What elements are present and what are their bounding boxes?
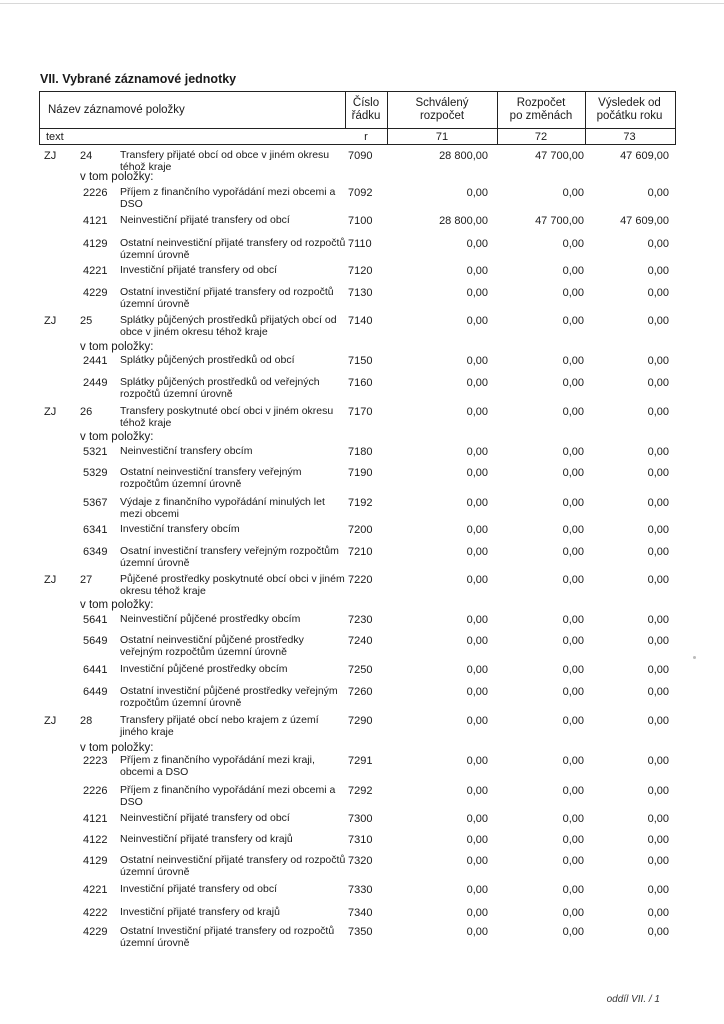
row-cislo: 7250 xyxy=(348,664,373,676)
row-cislo: 7240 xyxy=(348,635,373,647)
row-name: Transfery přijaté obcí nebo krajem z území jiného kraje xyxy=(120,714,319,738)
row-value-73: 0,00 xyxy=(647,907,669,919)
row-value-71: 0,00 xyxy=(466,574,488,586)
header-vysledek: Výsledek od počátku roku xyxy=(596,97,663,122)
row-cislo: 7292 xyxy=(348,785,373,797)
row-code: 5641 xyxy=(83,614,108,626)
row-code: 4229 xyxy=(83,926,108,938)
row-code: 2441 xyxy=(83,355,108,367)
row-value-73: 47 609,00 xyxy=(620,215,669,227)
row-cislo: 7100 xyxy=(348,215,373,227)
row-name: Neinvestiční půjčené prostředky obcím xyxy=(120,613,301,625)
row-code: 6441 xyxy=(83,664,108,676)
row-value-73: 0,00 xyxy=(647,467,669,479)
row-cislo: 7160 xyxy=(348,377,373,389)
row-value-72: 0,00 xyxy=(562,377,584,389)
vtom-label: v tom položky: xyxy=(80,341,154,353)
row-value-71: 0,00 xyxy=(466,785,488,797)
row-value-72: 0,00 xyxy=(562,287,584,299)
row-value-73: 0,00 xyxy=(647,686,669,698)
row-value-71: 0,00 xyxy=(466,467,488,479)
row-value-72: 0,00 xyxy=(562,635,584,647)
row-code: 24 xyxy=(80,150,93,162)
row-code: 25 xyxy=(80,315,93,327)
header-sub-73: 73 xyxy=(623,131,636,143)
zj-marker: ZJ xyxy=(44,406,57,418)
row-name: Splátky půjčených prostředků od obcí xyxy=(120,354,295,366)
row-cislo: 7190 xyxy=(348,467,373,479)
page-footer: oddíl VII. / 1 xyxy=(606,994,660,1005)
row-value-72: 0,00 xyxy=(562,785,584,797)
row-cislo: 7170 xyxy=(348,406,373,418)
row-cislo: 7180 xyxy=(348,446,373,458)
row-code: 2226 xyxy=(83,187,108,199)
row-cislo: 7210 xyxy=(348,546,373,558)
row-value-71: 0,00 xyxy=(466,907,488,919)
row-name: Příjem z finančního vypořádání mezi obcemi a DSO xyxy=(120,784,336,808)
vtom-label: v tom položky: xyxy=(80,742,154,754)
row-value-71: 0,00 xyxy=(466,446,488,458)
section-title: VII. Vybrané záznamové jednotky xyxy=(40,72,237,86)
row-code: 4122 xyxy=(83,834,108,846)
row-value-71: 28 800,00 xyxy=(439,215,488,227)
row-value-72: 0,00 xyxy=(562,574,584,586)
row-value-73: 0,00 xyxy=(647,855,669,867)
row-code: 28 xyxy=(80,715,93,727)
row-cislo: 7200 xyxy=(348,524,373,536)
row-value-72: 0,00 xyxy=(562,686,584,698)
row-cislo: 7310 xyxy=(348,834,373,846)
table-header xyxy=(39,91,676,145)
row-value-71: 0,00 xyxy=(466,355,488,367)
header-sub-text: text xyxy=(46,131,64,143)
row-code: 4121 xyxy=(83,215,108,227)
row-value-71: 0,00 xyxy=(466,664,488,676)
row-code: 5367 xyxy=(83,497,108,509)
row-value-73: 0,00 xyxy=(647,355,669,367)
row-value-72: 0,00 xyxy=(562,855,584,867)
row-value-73: 0,00 xyxy=(647,287,669,299)
row-code: 4229 xyxy=(83,287,108,299)
header-zmeny: Rozpočet po změnách xyxy=(509,97,573,122)
row-value-72: 0,00 xyxy=(562,926,584,938)
row-value-71: 28 800,00 xyxy=(439,150,488,162)
row-value-71: 0,00 xyxy=(466,813,488,825)
row-value-73: 0,00 xyxy=(647,755,669,767)
row-value-73: 0,00 xyxy=(647,406,669,418)
row-value-73: 0,00 xyxy=(647,497,669,509)
row-name: Osatní investiční transfery veřejným rozpočtům územní úrovně xyxy=(120,545,339,569)
row-value-71: 0,00 xyxy=(466,377,488,389)
row-code: 4221 xyxy=(83,884,108,896)
row-name: Investiční půjčené prostředky obcím xyxy=(120,663,288,675)
header-sub-72: 72 xyxy=(534,131,548,143)
row-value-71: 0,00 xyxy=(466,238,488,250)
row-value-71: 0,00 xyxy=(466,926,488,938)
row-value-73: 0,00 xyxy=(647,546,669,558)
row-cislo: 7340 xyxy=(348,907,373,919)
row-name: Ostatní neinvestiční transfery veřejným rozpočtům územní úrovně xyxy=(120,466,302,490)
row-value-72: 0,00 xyxy=(562,755,584,767)
row-value-73: 0,00 xyxy=(647,785,669,797)
row-value-72: 0,00 xyxy=(562,524,584,536)
row-cislo: 7291 xyxy=(348,755,373,767)
zj-marker: ZJ xyxy=(44,315,57,327)
row-value-71: 0,00 xyxy=(466,884,488,896)
row-value-73: 0,00 xyxy=(647,524,669,536)
row-value-73: 0,00 xyxy=(647,238,669,250)
row-name: Ostatní neinvestiční přijaté transfery od rozpočtů územní úrovně xyxy=(120,237,346,261)
row-value-72: 0,00 xyxy=(562,238,584,250)
row-value-71: 0,00 xyxy=(466,635,488,647)
row-name: Splátky půjčených prostředků od veřejných rozpočtů územní úrovně xyxy=(120,376,320,400)
row-code: 4222 xyxy=(83,907,108,919)
row-name: Ostatní neinvestiční přijaté transfery od rozpočtů územní úrovně xyxy=(120,854,346,878)
row-name: Neinvestiční přijaté transfery od obcí xyxy=(120,214,290,226)
row-name: Neinvestiční přijaté transfery od krajů xyxy=(120,833,293,845)
row-value-72: 47 700,00 xyxy=(535,150,584,162)
row-value-71: 0,00 xyxy=(466,715,488,727)
row-value-71: 0,00 xyxy=(466,287,488,299)
row-name: Investiční transfery obcím xyxy=(120,523,240,535)
vtom-label: v tom položky: xyxy=(80,431,154,443)
row-name: Výdaje z finančního vypořádání minulých let mezi obcemi xyxy=(120,496,325,520)
row-cislo: 7260 xyxy=(348,686,373,698)
row-value-71: 0,00 xyxy=(466,497,488,509)
row-value-71: 0,00 xyxy=(466,265,488,277)
row-code: 4129 xyxy=(83,238,108,250)
row-cislo: 7090 xyxy=(348,150,373,162)
row-value-73: 0,00 xyxy=(647,315,669,327)
row-code: 4121 xyxy=(83,813,108,825)
row-value-73: 0,00 xyxy=(647,834,669,846)
row-code: 5329 xyxy=(83,467,108,479)
row-code: 6341 xyxy=(83,524,108,536)
row-name: Ostatní neinvestiční půjčené prostředky veřejným rozpočtům územní úrovně xyxy=(120,634,304,658)
row-value-73: 0,00 xyxy=(647,187,669,199)
row-cislo: 7220 xyxy=(348,574,373,586)
row-value-73: 0,00 xyxy=(647,664,669,676)
row-value-71: 0,00 xyxy=(466,614,488,626)
row-name: Transfery přijaté obcí od obce v jiném okresu téhož kraje xyxy=(120,149,330,173)
row-name: Příjem z finančního vypořádání mezi obcemi a DSO xyxy=(120,186,336,210)
row-name: Příjem z finančního vypořádání mezi kraji, obcemi a DSO xyxy=(120,754,315,778)
header-schvaleny: Schválený rozpočet xyxy=(415,97,469,122)
row-cislo: 7330 xyxy=(348,884,373,896)
top-rule xyxy=(0,3,724,4)
row-value-72: 0,00 xyxy=(562,813,584,825)
row-value-72: 0,00 xyxy=(562,355,584,367)
row-value-72: 0,00 xyxy=(562,265,584,277)
row-value-73: 0,00 xyxy=(647,635,669,647)
row-code: 27 xyxy=(80,574,93,586)
row-value-73: 0,00 xyxy=(647,884,669,896)
row-name: Investiční přijaté transfery od obcí xyxy=(120,264,277,276)
row-cislo: 7300 xyxy=(348,813,373,825)
zj-marker: ZJ xyxy=(44,715,57,727)
row-name: Transfery poskytnuté obcí obci v jiném okresu téhož kraje xyxy=(120,405,334,429)
row-value-72: 0,00 xyxy=(562,664,584,676)
row-value-72: 0,00 xyxy=(562,715,584,727)
row-value-73: 0,00 xyxy=(647,377,669,389)
header-sub-71: 71 xyxy=(435,131,449,143)
row-value-73: 0,00 xyxy=(647,926,669,938)
row-cislo: 7140 xyxy=(348,315,373,327)
row-name: Ostatní investiční přijaté transfery od rozpočtů územní úrovně xyxy=(120,286,334,310)
row-cislo: 7320 xyxy=(348,855,373,867)
row-value-71: 0,00 xyxy=(466,546,488,558)
row-code: 2226 xyxy=(83,785,108,797)
row-value-71: 0,00 xyxy=(466,406,488,418)
row-name: Půjčené prostředky poskytnuté obcí obci v jiném okresu téhož kraje xyxy=(120,573,345,597)
row-name: Splátky půjčených prostředků přijatých obcí od obce v jiném okresu téhož kraje xyxy=(120,314,337,338)
row-cislo: 7092 xyxy=(348,187,373,199)
header-sub-r: r xyxy=(364,131,368,143)
row-value-72: 0,00 xyxy=(562,406,584,418)
vtom-label: v tom položky: xyxy=(80,599,154,611)
row-cislo: 7192 xyxy=(348,497,373,509)
row-value-72: 0,00 xyxy=(562,497,584,509)
row-value-71: 0,00 xyxy=(466,315,488,327)
zj-marker: ZJ xyxy=(44,574,57,586)
row-value-72: 0,00 xyxy=(562,884,584,896)
row-name: Ostatní investiční půjčené prostředky veřejným rozpočtům územní úrovně xyxy=(120,685,338,709)
row-value-71: 0,00 xyxy=(466,524,488,536)
row-name: Neinvestiční transfery obcím xyxy=(120,445,253,457)
row-value-72: 0,00 xyxy=(562,546,584,558)
row-cislo: 7150 xyxy=(348,355,373,367)
zj-marker: ZJ xyxy=(44,150,57,162)
row-value-72: 47 700,00 xyxy=(535,215,584,227)
row-value-73: 0,00 xyxy=(647,715,669,727)
row-value-71: 0,00 xyxy=(466,755,488,767)
row-name: Ostatní Investiční přijaté transfery od rozpočtů územní úrovně xyxy=(120,925,335,949)
row-value-72: 0,00 xyxy=(562,907,584,919)
row-value-73: 0,00 xyxy=(647,446,669,458)
row-cislo: 7130 xyxy=(348,287,373,299)
row-value-73: 0,00 xyxy=(647,813,669,825)
row-code: 26 xyxy=(80,406,93,418)
row-code: 4221 xyxy=(83,265,108,277)
row-cislo: 7290 xyxy=(348,715,373,727)
row-value-72: 0,00 xyxy=(562,834,584,846)
row-value-72: 0,00 xyxy=(562,614,584,626)
row-code: 2449 xyxy=(83,377,108,389)
row-name: Investiční přijaté transfery od obcí xyxy=(120,883,277,895)
row-code: 5321 xyxy=(83,446,108,458)
row-name: Neinvestiční přijaté transfery od obcí xyxy=(120,812,290,824)
row-value-72: 0,00 xyxy=(562,315,584,327)
row-code: 2223 xyxy=(83,755,108,767)
row-cislo: 7110 xyxy=(348,238,372,250)
row-cislo: 7120 xyxy=(348,265,373,277)
row-value-71: 0,00 xyxy=(466,855,488,867)
header-cislo: Číslo řádku xyxy=(351,97,381,122)
row-value-72: 0,00 xyxy=(562,446,584,458)
row-code: 6349 xyxy=(83,546,108,558)
header-name: Název záznamové položky xyxy=(48,104,185,116)
row-value-71: 0,00 xyxy=(466,834,488,846)
row-cislo: 7230 xyxy=(348,614,373,626)
row-value-73: 47 609,00 xyxy=(620,150,669,162)
row-value-72: 0,00 xyxy=(562,467,584,479)
row-value-72: 0,00 xyxy=(562,187,584,199)
row-code: 6449 xyxy=(83,686,108,698)
row-value-71: 0,00 xyxy=(466,686,488,698)
row-value-71: 0,00 xyxy=(466,187,488,199)
row-code: 4129 xyxy=(83,855,108,867)
scan-speck xyxy=(693,656,696,659)
row-cislo: 7350 xyxy=(348,926,373,938)
row-code: 5649 xyxy=(83,635,108,647)
row-name: Investiční přijaté transfery od krajů xyxy=(120,906,280,918)
row-value-73: 0,00 xyxy=(647,614,669,626)
vtom-label: v tom položky: xyxy=(80,171,154,183)
row-value-73: 0,00 xyxy=(647,265,669,277)
row-value-73: 0,00 xyxy=(647,574,669,586)
